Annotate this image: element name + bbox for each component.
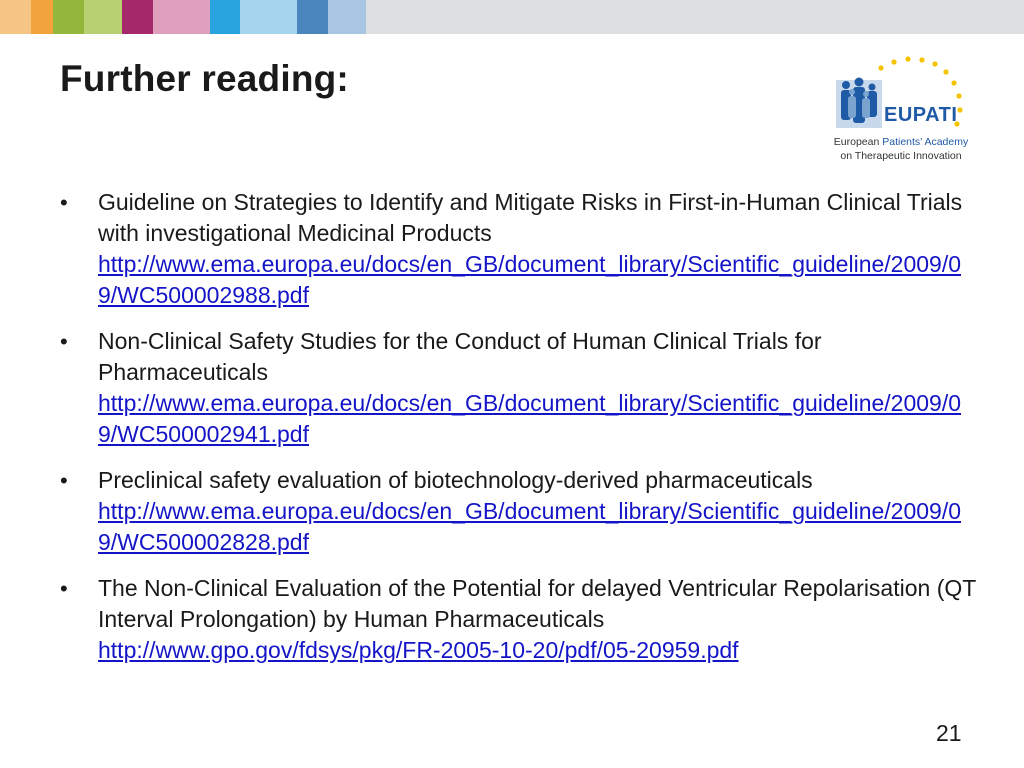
logo-caption-line2: on Therapeutic Innovation — [840, 150, 962, 162]
color-band-segment — [328, 0, 366, 34]
color-band-segment — [122, 0, 153, 34]
reference-title: Preclinical safety evaluation of biotechnology-derived pharmaceuticals — [98, 467, 813, 493]
bullet-icon: • — [60, 576, 68, 601]
color-band-header — [0, 0, 1024, 34]
reference-link[interactable]: http://www.ema.europa.eu/docs/en_GB/document_library/Scientific_guideline/2009/09/WC500002828.pdf — [98, 498, 962, 555]
reference-link[interactable]: http://www.gpo.gov/fdsys/pkg/FR-2005-10-20/pdf/05-20959.pdf — [98, 637, 739, 663]
color-band-segment — [210, 0, 241, 34]
reference-title: The Non-Clinical Evaluation of the Potential for delayed Ventricular Repolarisation (QT Interval Prolongation) by Human Pharmaceuticals — [98, 575, 976, 632]
bullet-icon: • — [60, 329, 68, 354]
logo-caption — [826, 135, 976, 163]
logo-caption-highlight: Patients’ Academy — [882, 136, 969, 148]
eupati-logo — [826, 54, 976, 170]
list-item — [60, 187, 980, 311]
list-item — [60, 573, 980, 666]
color-band-segment — [84, 0, 122, 34]
bullet-icon: • — [60, 468, 68, 493]
color-band-segment — [153, 0, 210, 34]
bullet-icon: • — [60, 190, 68, 215]
slide-title: Further reading: — [60, 58, 349, 99]
color-band-segment — [240, 0, 297, 34]
reference-link[interactable]: http://www.ema.europa.eu/docs/en_GB/document_library/Scientific_guideline/2009/09/WC500002988.pdf — [98, 251, 962, 308]
color-band-segment — [31, 0, 54, 34]
list-item — [60, 465, 980, 558]
color-band-segment — [366, 0, 1024, 34]
logo-wordmark: EUPATI — [884, 104, 958, 126]
reference-link[interactable]: http://www.ema.europa.eu/docs/en_GB/document_library/Scientific_guideline/2009/09/WC500002941.pdf — [98, 390, 962, 447]
color-band-segment — [0, 0, 31, 34]
color-band-segment — [297, 0, 328, 34]
logo-caption-prefix: European — [833, 136, 883, 148]
color-band-segment — [53, 0, 84, 34]
reading-list — [60, 187, 980, 681]
list-item — [60, 326, 980, 450]
reference-title: Non-Clinical Safety Studies for the Conduct of Human Clinical Trials for Pharmaceuticals — [98, 328, 822, 385]
reference-title: Guideline on Strategies to Identify and Mitigate Risks in First-in-Human Clinical Trials with investigational Medicinal Products — [98, 189, 963, 246]
page-number: 21 — [936, 720, 962, 746]
